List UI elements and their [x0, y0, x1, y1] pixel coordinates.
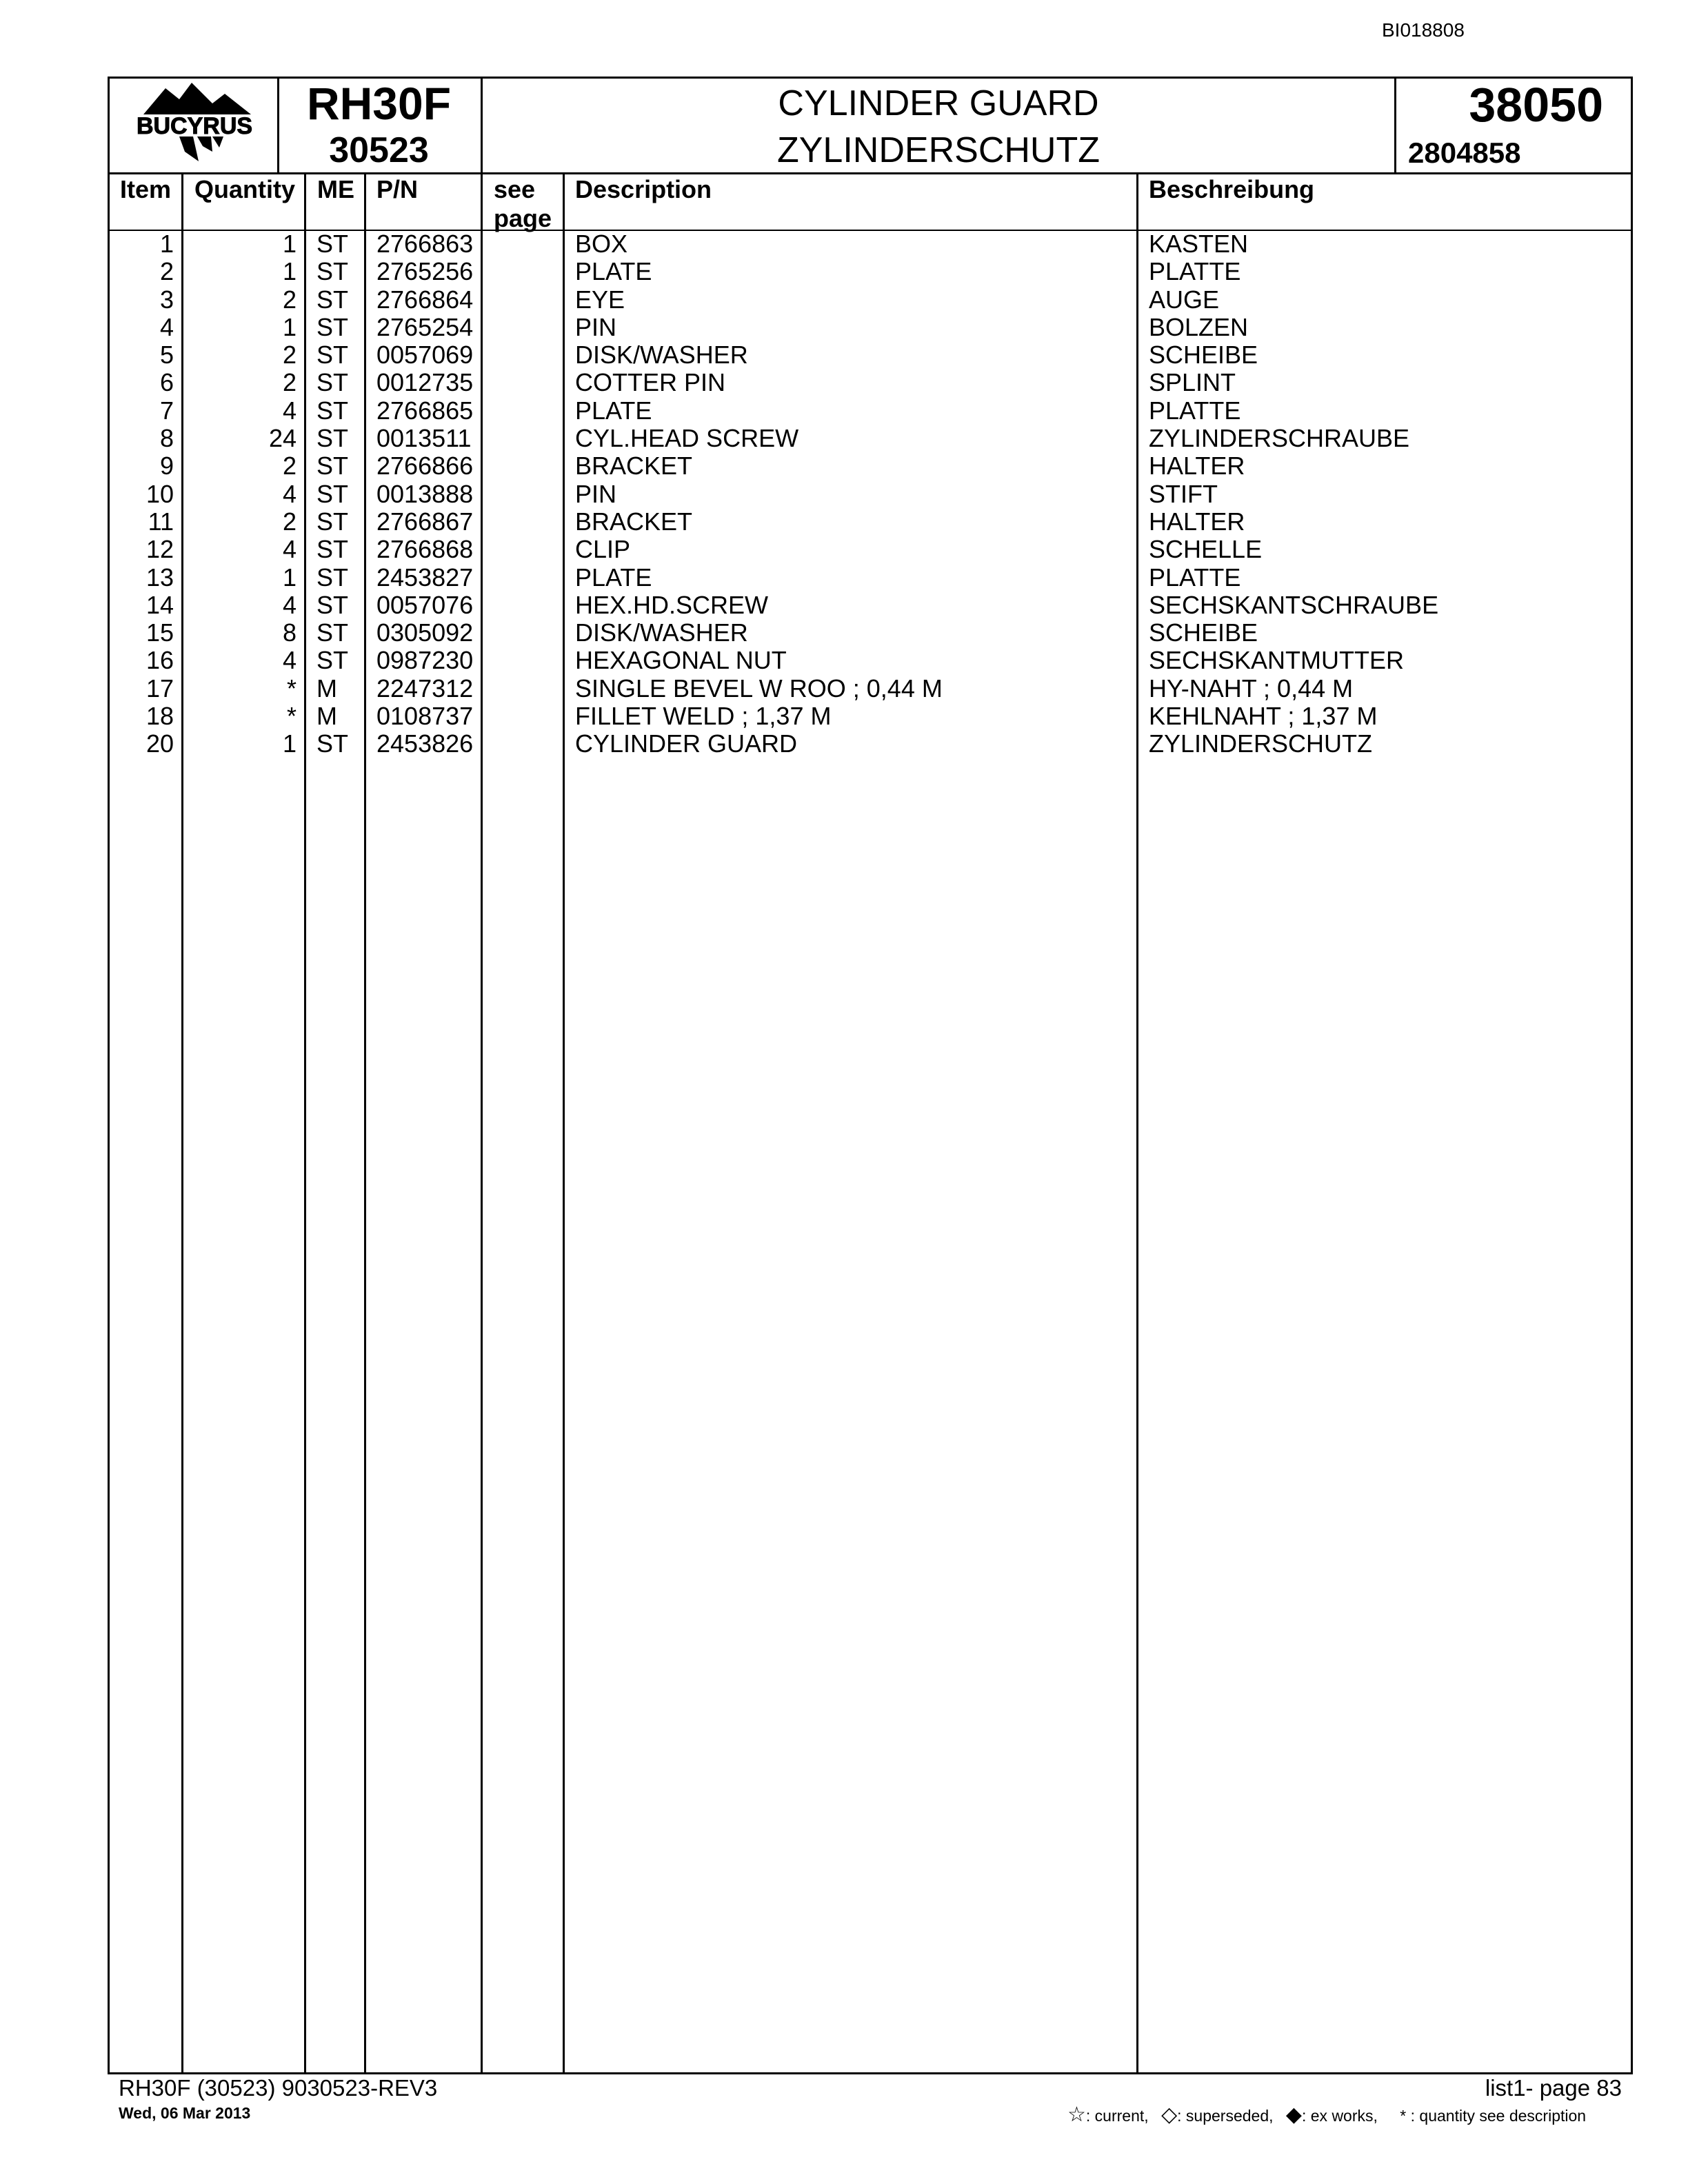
- table-row-qty: 2: [282, 285, 297, 314]
- header-divider: [108, 172, 1633, 174]
- table-row-desc: CYL.HEAD SCREW: [575, 424, 799, 453]
- group-number: 38050: [1469, 78, 1603, 132]
- table-row-besch: SECHSKANTMUTTER: [1149, 646, 1405, 675]
- legend-current: : current,: [1085, 2107, 1149, 2125]
- title-english: CYLINDER GUARD: [778, 83, 1099, 123]
- serial-number: 30523: [329, 130, 429, 170]
- table-row-besch: HALTER: [1149, 452, 1245, 481]
- table-row-me: M: [316, 674, 337, 702]
- table-row-pn: 0013888: [376, 479, 474, 508]
- table-row-besch: KEHLNAHT ; 1,37 M: [1149, 702, 1378, 731]
- table-row-besch: STIFT: [1149, 479, 1218, 508]
- table-row-besch: AUGE: [1149, 285, 1220, 314]
- col-header-description: Description: [575, 175, 712, 203]
- table-row-besch: SECHSKANTSCHRAUBE: [1149, 590, 1439, 619]
- table-row-me: ST: [316, 452, 349, 481]
- table-row-qty: 2: [282, 452, 297, 481]
- table-row-item: 7: [159, 396, 174, 425]
- table-row-qty: 1: [282, 563, 297, 592]
- table-row-item: 6: [159, 368, 174, 397]
- table-row-qty: 2: [282, 341, 297, 370]
- table-row-besch: PLATTE: [1149, 396, 1241, 425]
- table-row-qty: 1: [282, 729, 297, 758]
- table-row-pn: 2453827: [376, 563, 474, 592]
- table-row-me: ST: [316, 230, 349, 258]
- footer-reference: RH30F (30523) 9030523-REV3: [119, 2075, 438, 2101]
- legend-superseded: : superseded,: [1177, 2107, 1274, 2125]
- table-row-item: 3: [159, 285, 174, 314]
- col-header-quantity: Quantity: [194, 175, 296, 203]
- table-row-item: 9: [159, 452, 174, 481]
- table-row-besch: KASTEN: [1149, 230, 1249, 258]
- diamond-outline-icon: ◇: [1161, 2103, 1178, 2126]
- table-row-qty: 1: [282, 257, 297, 286]
- table-row-item: 15: [145, 618, 174, 647]
- table-row-desc: DISK/WASHER: [575, 341, 748, 370]
- table-row-qty: 4: [282, 590, 297, 619]
- col-divider-pn: [481, 172, 483, 2074]
- table-row-desc: PIN: [575, 312, 617, 341]
- table-row-desc: PLATE: [575, 396, 652, 425]
- col-divider-me: [364, 172, 366, 2074]
- table-row-qty: 4: [282, 646, 297, 675]
- table-row-me: ST: [316, 535, 349, 564]
- table-row-besch: SCHEIBE: [1149, 341, 1258, 370]
- table-row-besch: SCHELLE: [1149, 535, 1263, 564]
- col-header-me: ME: [317, 175, 354, 203]
- pn-column: [376, 230, 473, 758]
- table-row-pn: 2766865: [376, 396, 474, 425]
- table-row-item: 17: [145, 674, 174, 702]
- table-row-qty: 8: [282, 618, 297, 647]
- table-row-me: ST: [316, 312, 349, 341]
- table-row-desc: PLATE: [575, 257, 652, 286]
- table-row-qty: *: [286, 674, 297, 702]
- table-row-item: 13: [145, 563, 174, 592]
- table-row-desc: BRACKET: [575, 452, 693, 481]
- table-row-item: 16: [145, 646, 174, 675]
- table-row-pn: 0305092: [376, 618, 474, 647]
- svg-text:BUCYRUS: BUCYRUS: [136, 113, 253, 139]
- table-row-qty: 4: [282, 535, 297, 564]
- table-row-qty: 2: [282, 368, 297, 397]
- table-row-pn: 2765256: [376, 257, 474, 286]
- document-id: BI018808: [1382, 19, 1465, 41]
- table-row-me: ST: [316, 424, 349, 453]
- table-row-pn: 2766864: [376, 285, 474, 314]
- col-header-see: see: [494, 175, 536, 203]
- table-row-desc: BOX: [575, 230, 628, 258]
- star-icon: ☆: [1067, 2103, 1086, 2126]
- table-row-pn: 2765254: [376, 312, 474, 341]
- table-row-qty: 1: [282, 312, 297, 341]
- legend-ex-works: : ex works,: [1301, 2107, 1378, 2125]
- table-row-pn: 0057076: [376, 590, 474, 619]
- table-row-me: M: [316, 702, 337, 731]
- table-row-me: ST: [316, 257, 349, 286]
- table-row-pn: 2766863: [376, 230, 474, 258]
- col-header-pn: P/N: [376, 175, 419, 203]
- table-row-pn: 0108737: [376, 702, 474, 731]
- table-row-qty: 2: [282, 507, 297, 536]
- col-divider-description: [1136, 172, 1138, 2074]
- table-row-pn: 0987230: [376, 646, 474, 675]
- table-row-besch: SPLINT: [1149, 368, 1236, 397]
- col-divider-see-page: [563, 172, 565, 2074]
- table-row-desc: BRACKET: [575, 507, 693, 536]
- table-row-me: ST: [316, 563, 349, 592]
- table-row-me: ST: [316, 646, 349, 675]
- table-row-item: 8: [159, 424, 174, 453]
- table-row-item: 12: [145, 535, 174, 564]
- bucyrus-logo-icon: [116, 80, 273, 170]
- table-row-besch: HY-NAHT ; 0,44 M: [1149, 674, 1354, 702]
- table-row-me: ST: [316, 479, 349, 508]
- title-german: ZYLINDERSCHUTZ: [776, 130, 1101, 170]
- bucyrus-logo: [116, 80, 273, 170]
- table-row-desc: PLATE: [575, 563, 652, 592]
- col-header-item: Item: [120, 175, 172, 203]
- table-row-qty: 4: [282, 479, 297, 508]
- table-row-item: 4: [159, 312, 174, 341]
- table-row-desc: CYLINDER GUARD: [575, 729, 798, 758]
- table-row-me: ST: [316, 618, 349, 647]
- table-row-item: 5: [159, 341, 174, 370]
- item-column: [110, 230, 174, 758]
- quantity-column: [185, 230, 297, 758]
- table-row-me: ST: [316, 285, 349, 314]
- table-row-item: 10: [145, 479, 174, 508]
- table-row-desc: DISK/WASHER: [575, 618, 748, 647]
- table-row-desc: CLIP: [575, 535, 631, 564]
- table-row-me: ST: [316, 507, 349, 536]
- table-row-besch: HALTER: [1149, 507, 1245, 536]
- table-row-desc: EYE: [575, 285, 625, 314]
- diamond-filled-icon: ◆: [1285, 2103, 1302, 2126]
- table-row-qty: 24: [268, 424, 297, 453]
- table-row-pn: 0012735: [376, 368, 474, 397]
- footer-date: Wed, 06 Mar 2013: [119, 2104, 251, 2122]
- table-row-qty: 1: [282, 230, 297, 258]
- table-row-me: ST: [316, 729, 349, 758]
- table-row-besch: SCHEIBE: [1149, 618, 1258, 647]
- col-divider-quantity: [304, 172, 306, 2074]
- me-column: [316, 230, 348, 758]
- table-row-desc: PIN: [575, 479, 617, 508]
- table-row-qty: 4: [282, 396, 297, 425]
- table-row-item: 2: [159, 257, 174, 286]
- table-row-desc: HEX.HD.SCREW: [575, 590, 769, 619]
- col-header-beschreibung: Beschreibung: [1149, 175, 1315, 203]
- table-row-item: 18: [145, 702, 174, 731]
- table-row-me: ST: [316, 341, 349, 370]
- col-header-page: page: [494, 204, 552, 232]
- beschreibung-column: [1149, 230, 1438, 758]
- table-row-besch: BOLZEN: [1149, 312, 1249, 341]
- footer-page: list1- page 83: [1485, 2075, 1622, 2101]
- table-row-desc: HEXAGONAL NUT: [575, 646, 787, 675]
- table-row-item: 14: [145, 590, 174, 619]
- table-row-pn: 0057069: [376, 341, 474, 370]
- table-row-pn: 2766867: [376, 507, 474, 536]
- table-row-besch: PLATTE: [1149, 563, 1241, 592]
- table-row-besch: ZYLINDERSCHRAUBE: [1149, 424, 1410, 453]
- table-row-desc: FILLET WELD ; 1,37 M: [575, 702, 832, 731]
- legend-quantity-note: * : quantity see description: [1400, 2107, 1587, 2125]
- table-row-pn: 0013511: [376, 424, 472, 453]
- model-name: RH30F: [306, 78, 452, 129]
- table-row-me: ST: [316, 368, 349, 397]
- table-row-qty: *: [286, 702, 297, 731]
- table-row-pn: 2247312: [376, 674, 474, 702]
- table-row-pn: 2453826: [376, 729, 474, 758]
- col-divider-item: [181, 172, 183, 2074]
- table-row-besch: PLATTE: [1149, 257, 1241, 286]
- table-row-pn: 2766868: [376, 535, 474, 564]
- table-row-besch: ZYLINDERSCHUTZ: [1149, 729, 1373, 758]
- document-number: 2804858: [1408, 136, 1521, 169]
- table-row-desc: COTTER PIN: [575, 368, 726, 397]
- legend: [1067, 2103, 1586, 2127]
- table-row-me: ST: [316, 396, 349, 425]
- table-row-me: ST: [316, 590, 349, 619]
- description-column: [575, 230, 943, 758]
- table-row-item: 11: [148, 507, 174, 536]
- table-row-item: 20: [145, 729, 174, 758]
- table-row-pn: 2766866: [376, 452, 474, 481]
- table-row-desc: SINGLE BEVEL W ROO ; 0,44 M: [575, 674, 943, 702]
- table-row-item: 1: [159, 230, 174, 258]
